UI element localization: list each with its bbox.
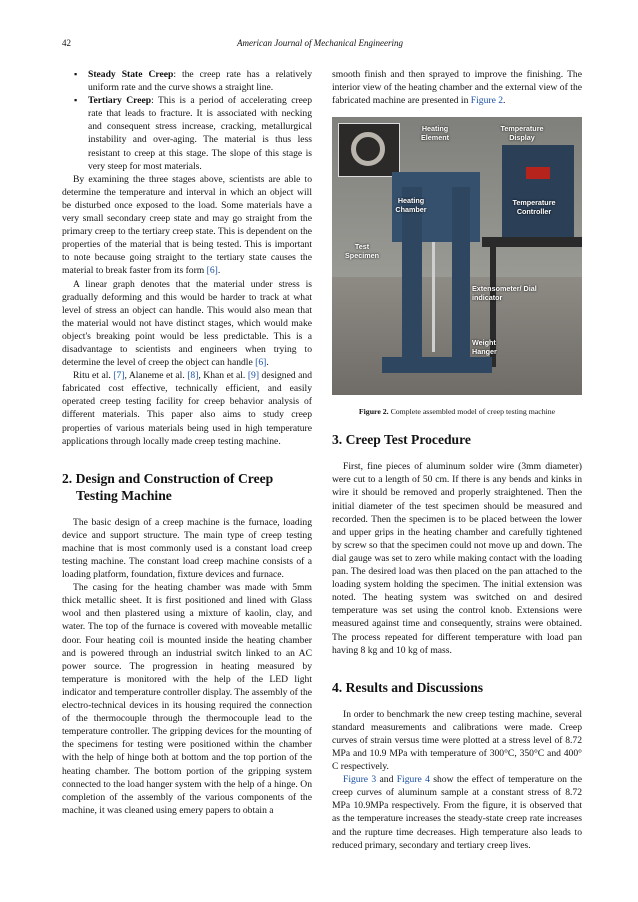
paragraph-text: A linear graph denotes that the material under stress is gradually deforming and this would be harder to track at what level of stress an object can handle. This would also mean that the material would not have distinct stages, which would make object's breaking point would be less predictable. This is a disadvantage to scientists and engineers when trying to determine the level of creep the object can handle [62,278,312,369]
figure-link[interactable]: Figure 2 [470,95,504,107]
label-extensometer: Extensometer/ Dial indicator [472,284,537,302]
list-item [88,68,312,94]
paragraph-text: . [266,357,269,369]
figure-link[interactable]: Figure 3 [343,774,377,786]
left-column [62,68,312,817]
bullet-title: Steady State Creep [88,69,174,80]
journal-title: American Journal of Mechanical Engineering [237,38,403,48]
controller-box [502,145,574,237]
label-test-specimen: Test Specimen [345,242,379,260]
bullet-text: : the creep rate has a relatively uniform rate and the curve shows a straight line. [88,69,312,94]
paragraph: The casing for the heating chamber was made with 5mm thick metallic sheet. It is first positioned and lined with Glass wool and then plastered using a mixture of kaolin, clay, and water. The top of the furnace is covered with moveable metallic door. Four heating coil is mounted inside the heating chamber and is powered through an industrial switch linked to an AC power source. The progression in heating measured by temperature is monitored with the help of the LED light indicator and temperature controller display. The assembly of the electro-technical devices in its housing required the connection of the thermocouple through the thermocouple lead to the temperature controller. The gripping devices for the mounting of the specimens for testing were positioned within the chamber with the help of hinge both at bottom and the top portion of the heating chamber. The bottom portion of the gripping system connected to the load hanger system with the help of a hinge. On completion of the assembly of the various components of the machine, it was cleaned using emery papers to obtain a [62,582,312,816]
section-heading: 4. Results and Discussions [332,679,484,695]
list-item [88,94,312,173]
paragraph-text: designed and fabricated cost effective, technically efficient, and easily operated creep testing facility for creep behavior analysis of different materials. This paper also aims to study creep properties of various materials being used in high temperature applications through locally made creep testing machine. [62,370,312,447]
section-heading [62,470,312,504]
bullet-text: : This is a period of accelerating creep rate that leads to fracture. It is associated with necking and consequent stress increase, cracking, metallurgical instability and over-aging. The material is thus less resistant to creep at this stage. The slope of this stage is very steep for most materials. [88,95,312,172]
figure-caption [332,407,582,417]
paragraph: In order to benchmark the new creep testing machine, several standard measurements and calibrations were made. Creep curves of strain versus time were plotted at a stress level of 8.72 MPa and 10.9 MPa with temperature of 300°C, 350°C and 400° C respectively. [332,708,582,773]
bullet-title: Tertiary Creep [88,95,152,107]
heading-line: Testing Machine [76,487,172,503]
caption-label: Figure 2. [358,407,389,417]
right-column [332,68,582,852]
paragraph-text: By examining the three stages above, scientists are able to determine the temperature and interval in which an object will be disturbed once exposed to the load. Some materials have a very small secondary creep state and may go straight from the primary creep to the tertiary creep state. This is dependent on the properties of the material that is being tested. This is important to note because going straight to the tertiary state causes the material to break faster from its form [62,173,312,277]
citation-link[interactable]: [6] [206,265,218,277]
paragraph [332,68,582,107]
creep-stage-list [62,68,312,173]
paragraph [332,773,582,852]
section-heading: 3. Creep Test Procedure [332,432,471,448]
citation-link[interactable]: [6] [255,357,267,369]
heating-element-inset-photo [338,123,400,177]
caption-text: Complete assembled model of creep testing machine [388,407,556,417]
paragraph-text: . [503,95,506,107]
citation-link[interactable]: [9] [247,370,260,382]
figure-photo [332,117,582,395]
label-temperature-controller: Temperature Controller [512,198,556,216]
heading-line: 2. Design and Construction of Creep [62,470,274,486]
citation-link[interactable]: [8] [187,370,199,382]
paragraph-text: , Alaneme et al. [124,370,188,382]
page-header [62,38,578,52]
paragraph: First, fine pieces of aluminum solder wire (3mm diameter) were cut to a length of 50 cm. If there is any bends and kinks in wire it should be removed and properly straightened. Then the initial diameter of the test specimen should be measured and recorded. Then the specimen is to be placed between the lower and upper grips in the heating chamber and carefully tightened by screw so that the specimen could not move up and down. The dial gauge was set to zero while making contact with the loading pan. The desired load was then placed on the pan attached to the loading system holding the specimen. The initial extension was noted. The heating system was switched on and desired temperature was set using the control knob. Extensions were measured against time and consequently, strains were obtained. The process repeated for different temperature with load pan having 8 kg and 10 kg of mass. [332,461,582,656]
paragraph-text: show the effect of temperature on the creep curves of aluminum sample at a constant stress of 8.72 MPa 10.9MPa respectively. From the figure, it is observed that as the temperature increases the steady-state creep rate increases and the rupture time decreases. High temperature also leads to reduced primary, secondary and tertiary creep lives. [332,774,582,851]
paragraph-text: , Khan et al. [198,370,248,382]
figure-link[interactable]: Figure 4 [396,774,430,786]
label-weight-hanger: Weight Hanger [472,338,497,356]
paragraph-text: Ritu et al. [73,370,114,382]
paragraph [62,173,312,278]
paragraph [62,278,312,370]
specimen-rod [432,242,435,352]
red-display [526,167,550,179]
paragraph [62,369,312,448]
label-temperature-display: Temperature Display [500,124,544,142]
paragraph-text: and [376,774,397,786]
page-number: 42 [62,38,71,48]
paragraph-text: smooth finish and then sprayed to improve the finishing. The interior view of the heating chamber and the external view of the fabricated machine are presented in [332,69,582,107]
paragraph: The basic design of a creep machine is the furnace, loading device and support structure. The main type of creep testing machine that is most commonly used is a constant load creep testing machine. The constant load creep machine consists of a loading platform, foundation, fixture devices and furnace. [62,516,312,581]
paragraph-text: . [217,265,221,277]
label-heating-chamber: Heating Chamber [395,196,427,214]
label-heating-element: Heating Element [421,124,449,142]
citation-link[interactable]: [7] [113,370,125,382]
